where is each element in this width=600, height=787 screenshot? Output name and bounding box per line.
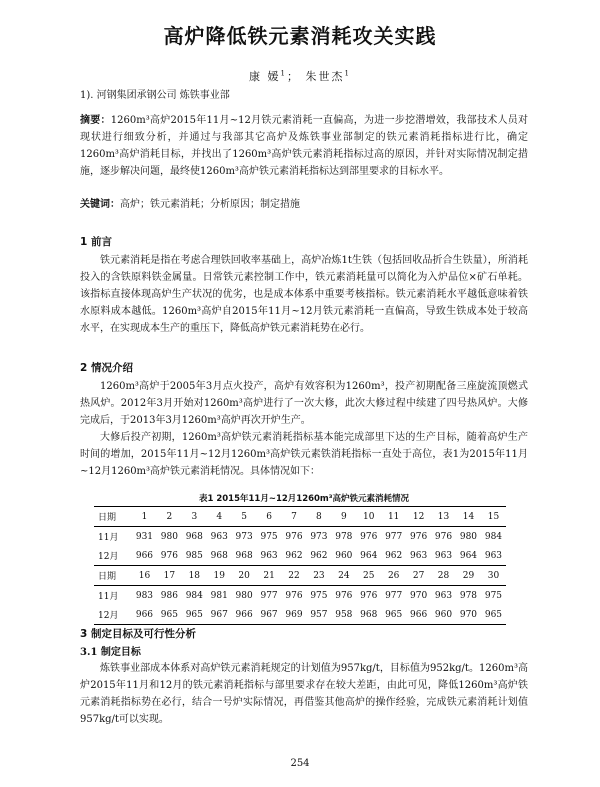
value-cell: 981 bbox=[210, 590, 228, 601]
value-cell: 960 bbox=[335, 550, 353, 561]
section-1-heading: 1 前言 bbox=[80, 236, 112, 248]
day-header-cell: 7 bbox=[282, 507, 307, 527]
table-row bbox=[94, 605, 506, 625]
section-2-paragraph-2: 大修后投产初期，1260m³高炉铁元素消耗指标基本能完成部里下达的生产目标，随着高炉生产时间的增加，2015年11月~12月1260m³高炉铁元素铁消耗指标一直处于高位，表1为2015年11月~12月1260m³高炉铁元素消耗情况。具体情况如下： bbox=[80, 432, 528, 477]
abstract-label: 摘要： bbox=[80, 115, 111, 126]
value-cell: 975 bbox=[310, 590, 328, 601]
day-header-cell: 30 bbox=[481, 566, 506, 586]
keywords-text: 高炉；铁元素消耗；分析原因；制定措施 bbox=[120, 199, 300, 210]
value-cell: 986 bbox=[160, 590, 178, 601]
value-cell: 963 bbox=[434, 590, 453, 601]
table-1-caption: 表1 2015年11月~12月1260m³高炉铁元素消耗情况 bbox=[198, 494, 410, 504]
day-header-cell: 13 bbox=[431, 507, 456, 527]
day-header-cell: 4 bbox=[207, 507, 232, 527]
day-header-cell: 12 bbox=[406, 507, 431, 527]
value-cell: 977 bbox=[260, 590, 278, 601]
day-header-cell: 15 bbox=[481, 507, 506, 527]
value-cell: 962 bbox=[310, 550, 328, 561]
day-header-cell: 9 bbox=[331, 507, 356, 527]
value-cell: 970 bbox=[410, 590, 428, 601]
value-cell: 978 bbox=[459, 590, 478, 601]
day-header-cell: 22 bbox=[282, 566, 307, 586]
month-cell: 12月 bbox=[98, 611, 119, 621]
value-cell: 976 bbox=[410, 531, 428, 542]
day-header-cell: 5 bbox=[232, 507, 257, 527]
value-cell: 984 bbox=[185, 590, 203, 601]
abstract-text: 1260m³高炉2015年11月~12月铁元素消耗一直偏高，为进一步挖潜增效，我部技术人员对现状进行细致分析，并通过与我部其它高炉及炼铁事业部制定的铁元素消耗指标进行比，确定1260m³高炉消耗目标，并找出了1260m³高炉铁元素消耗指标过高的原因，并针对实际情况制定措施，逐步解决问题，最终使1260m³高炉铁元素消耗指标达到部里要求的目标水平。 bbox=[80, 115, 529, 177]
month-cell: 12月 bbox=[98, 552, 119, 562]
table-row bbox=[94, 586, 506, 606]
section-3-1-heading: 3.1 制定目标 bbox=[80, 647, 141, 658]
value-cell: 965 bbox=[385, 609, 403, 620]
value-cell: 962 bbox=[285, 550, 303, 561]
value-cell: 985 bbox=[185, 550, 203, 561]
page-number: 254 bbox=[290, 758, 310, 769]
table-row bbox=[94, 546, 506, 566]
value-cell: 976 bbox=[360, 590, 378, 601]
day-header-cell: 14 bbox=[456, 507, 481, 527]
value-cell: 967 bbox=[210, 609, 228, 620]
section-1-paragraph: 铁元素消耗是指在考虑合理铁回收率基础上，高炉冶炼1t生铁（包括回收品折合生铁量），所消耗投入的含铁原料铁金属量。日常铁元素控制工作中，铁元素消耗量可以简化为入炉品位×矿石单耗。该指标直接体现高炉生产状况的优劣，也是成本体系中重要考核指标。铁元素消耗水平越低意味着铁水原料成本越低。1260m³高炉自2015年11月~12月铁元素消耗一直偏高，导致生铁成本处于较高水平，在实现成本生产的重压下，降低高炉铁元素消耗势在必行。 bbox=[80, 255, 528, 334]
value-cell: 968 bbox=[185, 531, 203, 542]
day-header-cell: 11 bbox=[381, 507, 406, 527]
day-header-cell: 17 bbox=[157, 566, 182, 586]
value-cell: 977 bbox=[385, 531, 403, 542]
value-cell: 964 bbox=[459, 550, 478, 561]
value-cell: 976 bbox=[285, 531, 303, 542]
day-header-cell: 20 bbox=[232, 566, 257, 586]
date-label-cell: 日期 bbox=[94, 507, 132, 527]
author-2: 朱世杰 bbox=[305, 70, 345, 83]
day-header-cell: 24 bbox=[331, 566, 356, 586]
day-header-cell: 27 bbox=[406, 566, 431, 586]
value-cell: 963 bbox=[260, 550, 278, 561]
month-cell: 11月 bbox=[98, 533, 119, 543]
day-header-cell: 25 bbox=[356, 566, 381, 586]
day-header-cell: 19 bbox=[207, 566, 232, 586]
day-header-cell: 23 bbox=[306, 566, 331, 586]
value-cell: 957 bbox=[310, 609, 328, 620]
table-1-body bbox=[94, 507, 506, 625]
day-header-cell: 18 bbox=[182, 566, 207, 586]
section-3-paragraph: 炼铁事业部成本体系对高炉铁元素消耗规定的计划值为957kg/t，目标值为952kg/t。1260m³高炉2015年11月和12月的铁元素消耗指标与部里要求存在较大差距，由此可见，降低1260m³高炉铁元素消耗指标势在必行，结合一号炉实际情况，再借鉴其他高炉的操作经验，完成铁元素消耗计划值957kg/t可以实现。 bbox=[80, 663, 528, 725]
value-cell: 970 bbox=[459, 609, 478, 620]
day-header-cell: 6 bbox=[257, 507, 282, 527]
value-cell: 975 bbox=[484, 590, 503, 601]
day-header-cell: 16 bbox=[132, 566, 157, 586]
value-cell: 975 bbox=[260, 531, 278, 542]
table-row bbox=[94, 527, 506, 547]
value-cell: 965 bbox=[160, 609, 178, 620]
day-header-cell: 26 bbox=[381, 566, 406, 586]
value-cell: 960 bbox=[434, 609, 453, 620]
value-cell: 965 bbox=[484, 609, 503, 620]
value-cell: 980 bbox=[459, 531, 478, 542]
month-cell: 11月 bbox=[98, 592, 119, 602]
value-cell: 963 bbox=[434, 550, 453, 561]
value-cell: 962 bbox=[385, 550, 403, 561]
day-header-cell: 3 bbox=[182, 507, 207, 527]
value-cell: 963 bbox=[210, 531, 228, 542]
day-header-cell: 2 bbox=[157, 507, 182, 527]
value-cell: 969 bbox=[285, 609, 303, 620]
day-header-cell: 21 bbox=[257, 566, 282, 586]
value-cell: 973 bbox=[310, 531, 328, 542]
keywords-label: 关键词： bbox=[80, 199, 120, 210]
value-cell: 977 bbox=[385, 590, 403, 601]
value-cell: 980 bbox=[160, 531, 178, 542]
authors-line bbox=[0, 68, 600, 84]
table-header-row-2 bbox=[94, 566, 506, 586]
value-cell: 964 bbox=[360, 550, 378, 561]
value-cell: 978 bbox=[335, 531, 353, 542]
table-1 bbox=[94, 506, 506, 625]
value-cell: 980 bbox=[235, 590, 253, 601]
author-separator: ； bbox=[287, 70, 300, 83]
value-cell: 958 bbox=[335, 609, 353, 620]
value-cell: 968 bbox=[360, 609, 378, 620]
value-cell: 967 bbox=[260, 609, 278, 620]
value-cell: 973 bbox=[235, 531, 253, 542]
day-header-cell: 29 bbox=[456, 566, 481, 586]
value-cell: 966 bbox=[135, 550, 154, 561]
day-header-cell: 28 bbox=[431, 566, 456, 586]
author-2-affil-mark: 1 bbox=[344, 69, 351, 78]
value-cell: 976 bbox=[160, 550, 178, 561]
value-cell: 984 bbox=[484, 531, 503, 542]
section-2-paragraph-1: 1260m³高炉于2005年3月点火投产，高炉有效容积为1260m³，投产初期配备三座旋流顶燃式热风炉。2012年3月开始对1260m³高炉进行了一次大修，此次大修过程中续建了四号热风炉。大修完成后，于2013年3月1260m³高炉再次开炉生产。 bbox=[80, 381, 528, 426]
value-cell: 931 bbox=[135, 531, 154, 542]
value-cell: 963 bbox=[410, 550, 428, 561]
section-3-heading: 3 制定目标及可行性分析 bbox=[80, 628, 196, 640]
table-header-row-1 bbox=[94, 507, 506, 527]
value-cell: 966 bbox=[410, 609, 428, 620]
value-cell: 965 bbox=[185, 609, 203, 620]
value-cell: 976 bbox=[335, 590, 353, 601]
section-2-heading: 2 情况介绍 bbox=[80, 362, 133, 374]
value-cell: 963 bbox=[484, 550, 503, 561]
author-1-affil-mark: 1 bbox=[280, 69, 287, 78]
abstract bbox=[80, 112, 528, 180]
date-label-cell: 日期 bbox=[94, 566, 132, 586]
paper-title: 高炉降低铁元素消耗攻关实践 bbox=[163, 24, 437, 48]
author-1: 康 媛 bbox=[249, 70, 281, 83]
value-cell: 968 bbox=[235, 550, 253, 561]
affiliation: 1). 河钢集团承钢公司 炼铁事业部 bbox=[80, 90, 230, 101]
value-cell: 968 bbox=[210, 550, 228, 561]
keywords bbox=[80, 196, 528, 213]
value-cell: 976 bbox=[434, 531, 453, 542]
value-cell: 976 bbox=[285, 590, 303, 601]
day-header-cell: 10 bbox=[356, 507, 381, 527]
value-cell: 966 bbox=[135, 609, 154, 620]
value-cell: 966 bbox=[235, 609, 253, 620]
value-cell: 983 bbox=[135, 590, 154, 601]
day-header-cell: 1 bbox=[132, 507, 157, 527]
day-header-cell: 8 bbox=[306, 507, 331, 527]
value-cell: 976 bbox=[360, 531, 378, 542]
